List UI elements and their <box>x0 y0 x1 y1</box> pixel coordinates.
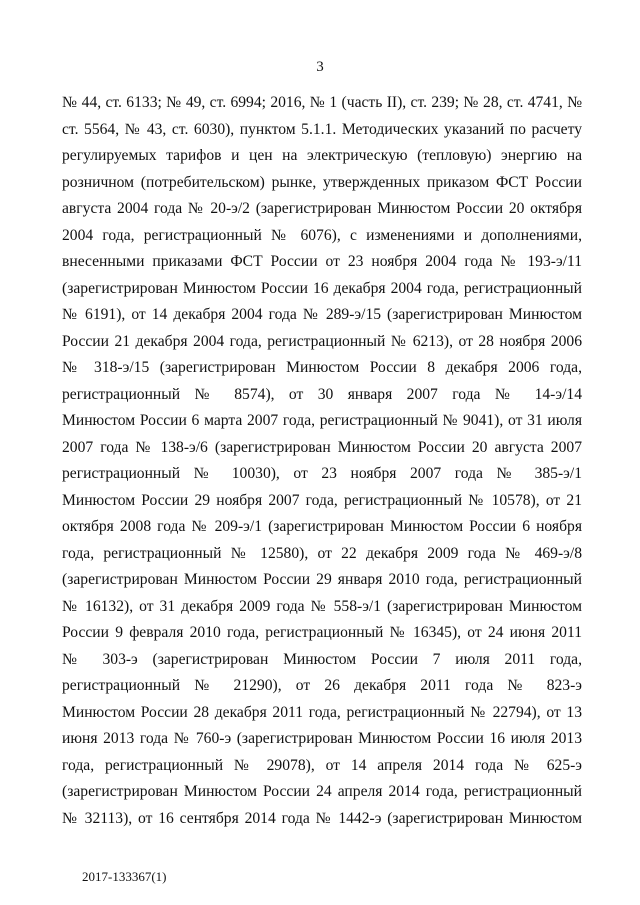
text-line: № 6191), от 14 декабря 2004 года № 289-э/15 (зарегистрирован Минюстом <box>62 306 582 323</box>
text-line: 2004 года, регистрационный № 6076), с изменениями и дополнениями, <box>62 226 582 244</box>
text-line: (зарегистрирован Минюстом России 24 апреля 2014 года, регистрационный <box>62 783 582 800</box>
text-line: регистрационный № 21290), от 26 декабря 2011 года № 823-э <box>62 677 582 694</box>
text-line: регулируемых тарифов и цен на электрическую (тепловую) энергию на <box>62 147 582 164</box>
body-text <box>62 90 582 832</box>
text-line: № 318-э/15 (зарегистрирован Минюстом России 8 декабря 2006 года, <box>62 359 582 376</box>
page-number: 3 <box>316 59 324 75</box>
text-line: года, регистрационный № 29078), от 14 апреля 2014 года № 625-э <box>62 756 582 774</box>
text-line: года, регистрационный № 12580), от 22 декабря 2009 года № 469-э/8 <box>62 544 582 562</box>
text-line: (зарегистрирован Минюстом России 16 декабря 2004 года, регистрационный <box>62 279 582 297</box>
text-line: ст. 5564, № 43, ст. 6030), пунктом 5.1.1. Методических указаний по расчету <box>62 120 582 138</box>
text-line: августа 2004 года № 20-э/2 (зарегистрирован Минюстом России 20 октября <box>62 200 582 217</box>
text-line: регистрационный № 8574), от 30 января 2007 года № 14-э/14 <box>62 385 582 403</box>
text-line: розничном (потребительском) рынке, утвержденных приказом ФСТ России <box>62 173 582 191</box>
text-line: № 16132), от 31 декабря 2009 года № 558-э/1 (зарегистрирован Минюстом <box>62 597 582 615</box>
text-line: (зарегистрирован Минюстом России 29 января 2010 года, регистрационный <box>62 571 582 588</box>
text-line: июня 2013 года № 760-э (зарегистрирован Минюстом России 16 июля 2013 <box>62 730 582 747</box>
text-line: внесенными приказами ФСТ России от 23 ноября 2004 года № 193-э/11 <box>62 253 582 270</box>
text-line: 2007 года № 138-э/6 (зарегистрирован Минюстом России 20 августа 2007 <box>62 438 582 456</box>
text-line: Минюстом России 28 декабря 2011 года, регистрационный № 22794), от 13 <box>62 703 582 721</box>
text-line: № 303-э (зарегистрирован Минюстом России 7 июля 2011 года, <box>62 650 582 668</box>
text-line: регистрационный № 10030), от 23 ноября 2007 года № 385-э/1 <box>62 465 582 482</box>
text-line: Минюстом России 29 ноября 2007 года, регистрационный № 10578), от 21 <box>62 491 582 509</box>
document-code: 2017-133367(1) <box>82 869 167 884</box>
text-line: № 44, ст. 6133; № 49, ст. 6994; 2016, № 1 (часть II), ст. 239; № 28, ст. 4741, № <box>62 94 582 111</box>
text-line: России 21 декабря 2004 года, регистрационный № 6213), от 28 ноября 2006 <box>62 332 582 350</box>
text-line: октября 2008 года № 209-э/1 (зарегистрирован Минюстом России 6 ноября <box>62 518 582 535</box>
text-line: № 32113), от 16 сентября 2014 года № 1442-э (зарегистрирован Минюстом <box>62 809 582 827</box>
text-line: Минюстом России 6 марта 2007 года, регистрационный № 9041), от 31 июля <box>62 412 582 429</box>
text-line: России 9 февраля 2010 года, регистрационный № 16345), от 24 июня 2011 <box>62 624 582 641</box>
